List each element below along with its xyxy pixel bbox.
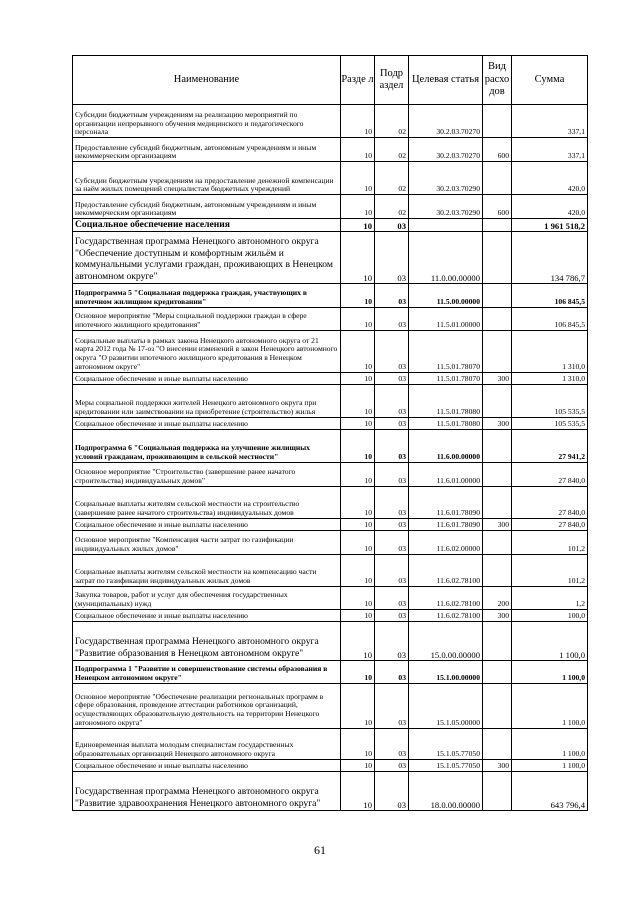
table-row: [73, 384, 588, 417]
cell-podrazdel: 03: [375, 530, 409, 554]
page-number: 61: [314, 843, 326, 857]
cell-target: 11.5.00.00000: [409, 283, 483, 307]
cell-razdel: 10: [341, 195, 375, 219]
cell-name: Социальные выплаты жителям сельской местности на строительство (завершение ранее начатого строительства) индивидуальных домов: [73, 486, 341, 518]
cell-podrazdel: 03: [375, 219, 409, 232]
cell-target: [409, 219, 483, 232]
table-row: [73, 283, 588, 307]
cell-razdel: 10: [341, 683, 375, 728]
cell-podrazdel: 03: [375, 462, 409, 486]
cell-podrazdel: 03: [375, 372, 409, 384]
cell-target: 15.1.00.00000: [409, 660, 483, 683]
cell-target: 11.6.00.00000: [409, 429, 483, 462]
table-row: [73, 330, 588, 372]
table-row: [73, 621, 588, 660]
budget-table: [72, 55, 588, 811]
cell-sum: 100,0: [512, 609, 588, 621]
cell-vid: 300: [483, 518, 512, 530]
table-row: [73, 554, 588, 586]
table-row: [73, 162, 588, 195]
cell-podrazdel: 02: [375, 162, 409, 195]
cell-target: 11.5.01.78070: [409, 330, 483, 372]
cell-target: 11.6.01.00000: [409, 462, 483, 486]
cell-podrazdel: 02: [375, 195, 409, 219]
cell-podrazdel: 03: [375, 486, 409, 518]
cell-sum: 1,2: [512, 586, 588, 609]
cell-name: Социальное обеспечение населения: [73, 219, 341, 232]
cell-sum: 1 100,0: [512, 683, 588, 728]
cell-sum: 105 535,5: [512, 384, 588, 417]
cell-vid: [483, 728, 512, 759]
cell-podrazdel: 03: [375, 728, 409, 759]
cell-razdel: 10: [341, 486, 375, 518]
cell-vid: [483, 384, 512, 417]
cell-vid: [483, 231, 512, 283]
cell-podrazdel: 03: [375, 621, 409, 660]
cell-name: Закупка товаров, работ и услуг для обеспечения государственных (муниципальных) нужд: [73, 586, 341, 609]
cell-podrazdel: 03: [375, 417, 409, 429]
cell-podrazdel: 03: [375, 330, 409, 372]
cell-name: Социальное обеспечение и иные выплаты населению: [73, 372, 341, 384]
cell-target: 15.1.05.77050: [409, 728, 483, 759]
table-row: [73, 429, 588, 462]
table-row: [73, 138, 588, 162]
cell-podrazdel: 03: [375, 384, 409, 417]
table-row: [73, 728, 588, 759]
cell-name: Предоставление субсидий бюджетным, автономным учреждениям и иным некоммерческим организациям: [73, 195, 341, 219]
cell-vid: [483, 554, 512, 586]
cell-sum: 1 100,0: [512, 759, 588, 771]
cell-name: Социальное обеспечение и иные выплаты населению: [73, 609, 341, 621]
cell-sum: 337,1: [512, 105, 588, 138]
cell-razdel: 10: [341, 138, 375, 162]
cell-target: 11.0.00.00000: [409, 231, 483, 283]
cell-razdel: 10: [341, 105, 375, 138]
cell-razdel: 10: [341, 231, 375, 283]
cell-sum: 134 786,7: [512, 231, 588, 283]
cell-podrazdel: 03: [375, 759, 409, 771]
cell-razdel: 10: [341, 530, 375, 554]
cell-vid: 200: [483, 586, 512, 609]
cell-target: 11.6.01.78090: [409, 518, 483, 530]
cell-razdel: 10: [341, 417, 375, 429]
cell-name: Подпрограмма 1 "Развитие и совершенствование системы образования в Ненецком автономном округе": [73, 660, 341, 683]
cell-vid: 600: [483, 138, 512, 162]
cell-razdel: 10: [341, 554, 375, 586]
cell-vid: [483, 283, 512, 307]
cell-name: Меры социальной поддержки жителей Ненецкого автономного округа при кредитовании или заимствовании на приобретение (строительство) жилья: [73, 384, 341, 417]
cell-vid: [483, 621, 512, 660]
cell-vid: [483, 530, 512, 554]
cell-name: Подпрограмма 5 "Социальная поддержка граждан, участвующих в ипотечном жилищном кредитовании": [73, 283, 341, 307]
cell-podrazdel: 03: [375, 771, 409, 810]
header-target: Целевая статья: [409, 56, 483, 105]
cell-name: Предоставление субсидий бюджетным, автономным учреждениям и иным некоммерческим организациям: [73, 138, 341, 162]
table-row: [73, 307, 588, 330]
cell-name: Государственная программа Ненецкого автономного округа "Развитие образования в Ненецком автономном округе": [73, 621, 341, 660]
cell-razdel: 10: [341, 330, 375, 372]
cell-razdel: 10: [341, 609, 375, 621]
cell-razdel: 10: [341, 518, 375, 530]
cell-vid: 300: [483, 609, 512, 621]
table-row: [73, 609, 588, 621]
cell-name: Субсидии бюджетным учреждениям на реализацию мероприятий по организации непрерывного обучения медицинского и педагогического персонала: [73, 105, 341, 138]
cell-name: Социальное обеспечение и иные выплаты населению: [73, 518, 341, 530]
table-row: [73, 586, 588, 609]
cell-vid: [483, 307, 512, 330]
cell-razdel: 10: [341, 621, 375, 660]
cell-podrazdel: 03: [375, 660, 409, 683]
cell-name: Социальное обеспечение и иные выплаты населению: [73, 417, 341, 429]
cell-target: 11.5.01.78080: [409, 417, 483, 429]
cell-vid: [483, 683, 512, 728]
cell-vid: 300: [483, 417, 512, 429]
cell-vid: [483, 330, 512, 372]
cell-podrazdel: 02: [375, 138, 409, 162]
cell-target: 11.5.01.78070: [409, 372, 483, 384]
cell-target: 11.5.01.00000: [409, 307, 483, 330]
header-razdel: Разде л: [341, 56, 375, 105]
cell-podrazdel: 03: [375, 554, 409, 586]
table-header: [73, 56, 588, 105]
cell-razdel: 10: [341, 283, 375, 307]
cell-podrazdel: 03: [375, 518, 409, 530]
cell-target: 15.1.05.00000: [409, 683, 483, 728]
cell-target: 30.2.03.70290: [409, 162, 483, 195]
cell-razdel: 10: [341, 307, 375, 330]
cell-razdel: 10: [341, 384, 375, 417]
header-vid: Вид расхо дов: [483, 56, 512, 105]
cell-podrazdel: 03: [375, 231, 409, 283]
cell-target: 11.6.01.78090: [409, 486, 483, 518]
cell-vid: [483, 771, 512, 810]
table-row: [73, 219, 588, 232]
cell-sum: 27 840,0: [512, 486, 588, 518]
table-row: [73, 105, 588, 138]
cell-sum: 420,0: [512, 195, 588, 219]
cell-sum: 337,1: [512, 138, 588, 162]
cell-razdel: 10: [341, 429, 375, 462]
cell-target: 30.2.03.70290: [409, 195, 483, 219]
cell-sum: 1 100,0: [512, 621, 588, 660]
cell-vid: [483, 486, 512, 518]
cell-vid: 600: [483, 195, 512, 219]
cell-target: 18.0.00.00000: [409, 771, 483, 810]
cell-name: Социальное обеспечение и иные выплаты населению: [73, 759, 341, 771]
cell-name: Государственная программа Ненецкого автономного округа "Обеспечение доступным и комфортным жильём и коммунальными услугами граждан, проживающих в Ненецком автономном округе": [73, 231, 341, 283]
cell-name: Государственная программа Ненецкого автономного округа "Развитие здравоохранения Ненецкого автономного округа": [73, 771, 341, 810]
table-row: [73, 759, 588, 771]
cell-sum: 27 840,0: [512, 518, 588, 530]
cell-target: 30.2.03.70270: [409, 138, 483, 162]
cell-vid: 300: [483, 759, 512, 771]
table-row: [73, 195, 588, 219]
table-body: [73, 105, 588, 811]
cell-name: Основное мероприятие "Компенсация части затрат по газификации индивидуальных жилых домов": [73, 530, 341, 554]
cell-name: Социальные выплаты в рамках закона Ненецкого автономного округа от 21 марта 2012 года № 17-оз "О внесении изменений в закон Ненецкого автономного округа "О развитии ипотечного жилищного кредитования в Ненецком автономном округе": [73, 330, 341, 372]
cell-vid: [483, 219, 512, 232]
cell-sum: 27 840,0: [512, 462, 588, 486]
cell-sum: 1 100,0: [512, 728, 588, 759]
table-row: [73, 372, 588, 384]
cell-razdel: 10: [341, 162, 375, 195]
cell-razdel: 10: [341, 728, 375, 759]
cell-sum: 1 100,0: [512, 660, 588, 683]
cell-target: 11.6.02.78100: [409, 554, 483, 586]
table-row: [73, 462, 588, 486]
cell-target: 15.0.00.00000: [409, 621, 483, 660]
table-row: [73, 518, 588, 530]
cell-razdel: 10: [341, 372, 375, 384]
header-sum: Сумма: [512, 56, 588, 105]
cell-name: Социальные выплаты жителям сельской местности на компенсацию части затрат по газификации индивидуальных жилых домов: [73, 554, 341, 586]
table-row: [73, 660, 588, 683]
cell-name: Основное мероприятие "Строительство (завершение ранее начатого строительства) индивидуальных домов": [73, 462, 341, 486]
header-podrazdel: Подр аздел: [375, 56, 409, 105]
cell-vid: [483, 429, 512, 462]
cell-razdel: 10: [341, 586, 375, 609]
cell-sum: 106 845,5: [512, 307, 588, 330]
cell-sum: 420,0: [512, 162, 588, 195]
cell-vid: [483, 105, 512, 138]
cell-sum: 106 845,5: [512, 283, 588, 307]
cell-sum: 1 310,0: [512, 372, 588, 384]
cell-name: Единовременная выплата молодым специалистам государственных образовательных организаций Ненецкого автономного округа: [73, 728, 341, 759]
cell-target: 11.6.02.78100: [409, 609, 483, 621]
cell-podrazdel: 03: [375, 307, 409, 330]
cell-sum: 101,2: [512, 554, 588, 586]
cell-vid: [483, 660, 512, 683]
cell-podrazdel: 03: [375, 429, 409, 462]
cell-podrazdel: 03: [375, 683, 409, 728]
cell-razdel: 10: [341, 462, 375, 486]
cell-sum: 643 796,4: [512, 771, 588, 810]
cell-razdel: 10: [341, 219, 375, 232]
cell-target: 11.6.02.00000: [409, 530, 483, 554]
table-row: [73, 417, 588, 429]
cell-razdel: 10: [341, 759, 375, 771]
table-row: [73, 231, 588, 283]
table-row: [73, 486, 588, 518]
cell-sum: 1 961 518,2: [512, 219, 588, 232]
table-row: [73, 771, 588, 810]
cell-vid: [483, 462, 512, 486]
cell-vid: [483, 162, 512, 195]
cell-target: 30.2.03.70270: [409, 105, 483, 138]
header-name: Наименование: [73, 56, 341, 105]
table-row: [73, 683, 588, 728]
cell-target: 11.6.02.78100: [409, 586, 483, 609]
cell-razdel: 10: [341, 771, 375, 810]
cell-name: Основное мероприятие "Меры социальной поддержки граждан в сфере ипотечного жилищного кредитования": [73, 307, 341, 330]
cell-podrazdel: 02: [375, 105, 409, 138]
cell-podrazdel: 03: [375, 609, 409, 621]
cell-name: Основное мероприятие "Обеспечение реализации региональных программ в сфере образования, проведение аттестации работников организаций, осуществляющих образовательную деятельность на территории Ненецкого автономного округа": [73, 683, 341, 728]
cell-sum: 27 941,2: [512, 429, 588, 462]
cell-sum: 1 310,0: [512, 330, 588, 372]
cell-razdel: 10: [341, 660, 375, 683]
cell-name: Субсидии бюджетным учреждениям на предоставление денежной компенсации за наём жилых помещений специалистам бюджетных учреждений: [73, 162, 341, 195]
cell-name: Подпрограмма 6 "Социальная поддержка на улучшение жилищных условий гражданам, проживающим в сельской местности": [73, 429, 341, 462]
cell-target: 15.1.05.77050: [409, 759, 483, 771]
cell-podrazdel: 03: [375, 283, 409, 307]
table-row: [73, 530, 588, 554]
cell-vid: 300: [483, 372, 512, 384]
cell-sum: 101,2: [512, 530, 588, 554]
cell-podrazdel: 03: [375, 586, 409, 609]
cell-sum: 105 535,5: [512, 417, 588, 429]
cell-target: 11.5.01.78080: [409, 384, 483, 417]
